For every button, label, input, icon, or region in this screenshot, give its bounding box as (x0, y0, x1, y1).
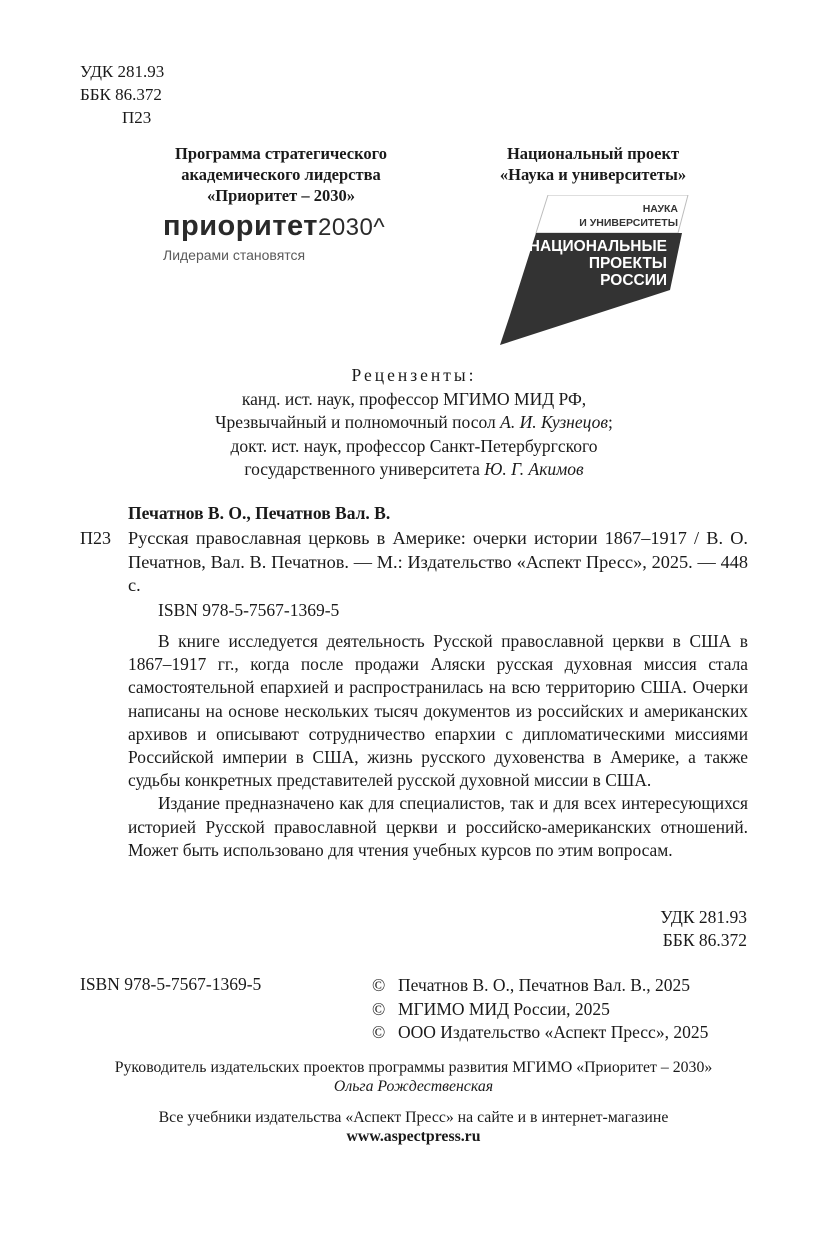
priority-2030-logo (163, 209, 385, 263)
udk-header (80, 60, 164, 129)
reviewer-2-title: государственного университета (244, 459, 485, 479)
copyright-text: МГИМО МИД России, 2025 (398, 998, 610, 1019)
copyright-icon: © (372, 998, 386, 1019)
call-number: П23 (80, 528, 111, 548)
project-manager-credit (60, 1058, 767, 1096)
national-projects-logo-graphic (500, 195, 690, 345)
priority-logo-year: 2030^ (317, 214, 386, 241)
reviewer-1-line-2 (120, 411, 708, 435)
project-line-2: «Наука и университеты» (499, 165, 687, 184)
national-project-title (468, 143, 718, 185)
copyright-text: Печатнов В. О., Печатнов Вал. В., 2025 (398, 975, 691, 995)
reviewer-1-separator: ; (607, 412, 613, 432)
logo-text-top1: НАУКА (642, 203, 678, 215)
reviewers-block (120, 364, 708, 482)
copyright-icon: © (372, 975, 386, 995)
logo-text-main1: НАЦИОНАЛЬНЫЕ (528, 238, 667, 255)
classification-bottom (660, 906, 747, 952)
manager-line: Руководитель издательских проектов программы развития МГИМО «Приоритет – 2030» (114, 1059, 713, 1076)
isbn-record: ISBN 978-5-7567-1369-5 (158, 600, 340, 620)
bbk-code: ББК 86.372 (80, 85, 162, 104)
bbk-code-bottom: ББК 86.372 (662, 930, 747, 950)
copyright-line (372, 998, 708, 1022)
reviewer-1-name: А. И. Кузнецов (500, 412, 608, 432)
copyright-list (372, 974, 708, 1045)
reviewer-1-line-1: канд. ист. наук, профессор МГИМО МИД РФ, (241, 388, 587, 409)
udk-code: УДК 281.93 (80, 62, 165, 81)
manager-name: Ольга Рождественская (333, 1078, 494, 1095)
program-title (150, 143, 412, 206)
isbn-bottom: ISBN 978-5-7567-1369-5 (80, 974, 262, 994)
reviewer-2-name: Ю. Г. Акимов (484, 459, 584, 479)
priority-logo-word: приоритет (163, 210, 318, 242)
reviewers-heading: Рецензенты: (351, 365, 477, 385)
udk-code-bottom: УДК 281.93 (660, 907, 747, 927)
program-line-1: Программа стратегического (174, 144, 387, 163)
publisher-shop-note (60, 1108, 767, 1146)
reviewer-1-title: Чрезвычайный и полномочный посол (215, 412, 501, 432)
logo-text-main2: ПРОЕКТЫ (588, 255, 667, 272)
bibliographic-entry: Русская православная церковь в Америке: очерки истории 1867–1917 / В. О. Печатнов, Вал. В. Печатнов. — М.: Издательство «Аспект Пресс», 2025. — 448 с. (128, 528, 748, 595)
priority-logo-wordmark (163, 209, 385, 245)
logo-text-top2: И УНИВЕРСИТЕТЫ (579, 217, 678, 229)
program-line-3: «Приоритет – 2030» (207, 186, 355, 205)
shop-line: Все учебники издательства «Аспект Пресс» на сайте и в интернет-магазине (158, 1109, 669, 1126)
copyright-icon: © (372, 1022, 386, 1042)
reviewer-2-line-1: докт. ист. наук, профессор Санкт-Петербургского (230, 435, 598, 456)
project-line-1: Национальный проект (506, 144, 680, 163)
authors-heading: Печатнов В. О., Печатнов Вал. В. (128, 503, 391, 523)
abstract-paragraph-1: В книге исследуется деятельность Русской православной церкви в США в 1867–1917 гг., когда после продажи Аляски русская духовная миссия стала самостоятельной епархией и распространилась на всю территорию США. Очерки написаны на основе нескольких тысяч документов из российских и американских архивов и описывают сотрудничество епархии с дипломатическими миссиями Российской империи в США, жизнь русского духовенства в Америке, а также судьбы конкретных представителей русской духовной миссии в США. (128, 631, 748, 791)
program-line-2: академического лидерства (181, 165, 381, 184)
copyright-line (372, 974, 708, 998)
abstract (128, 630, 748, 862)
logo-text-main3: РОССИИ (600, 272, 667, 289)
author-mark: П23 (122, 108, 152, 127)
reviewer-2-line-2 (120, 458, 708, 482)
website-link[interactable]: www.aspectpress.ru (346, 1128, 481, 1145)
copyright-text: ООО Издательство «Аспект Пресс», 2025 (398, 1022, 709, 1042)
national-projects-logo (500, 195, 690, 350)
copyright-line (372, 1021, 708, 1045)
priority-logo-tagline: Лидерами становятся (163, 247, 306, 263)
abstract-paragraph-2: Издание предназначено как для специалистов, так и для всех интересующихся историей Русской православной церкви и российско-американских отношений. Может быть использовано для чтения учебных курсов по этим вопросам. (128, 793, 748, 860)
